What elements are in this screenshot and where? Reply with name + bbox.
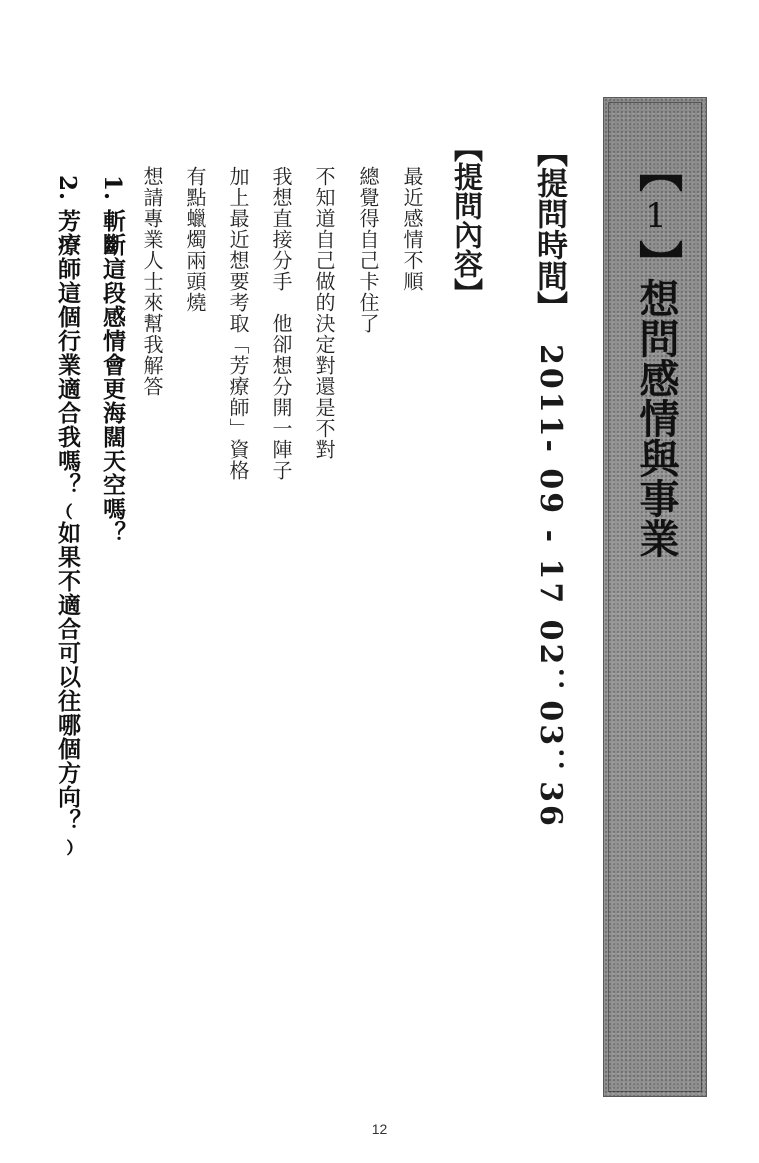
chapter-title: 想問感情與事業 <box>633 278 679 558</box>
chapter-banner <box>603 97 707 1097</box>
content-line: 不知道自己做的決定對還是不對 <box>312 166 336 460</box>
content-line: 想請專業人士來幫我解答 <box>140 166 164 397</box>
chapter-number: 1 <box>645 196 667 236</box>
content-line: 我想直接分手 他卻想分開一陣子 <box>269 166 293 481</box>
content-line: 最近感情不順 <box>400 166 424 292</box>
question-number: 1. <box>99 175 126 202</box>
page-number: 12 <box>371 1121 388 1137</box>
question-time-value: 2011- 09 - 17 02：03：36 <box>533 344 568 829</box>
question-text: 芳療師這個行業適合我嗎？﹙如果不適合可以往哪個方向？﹚ <box>54 209 80 858</box>
chapter-bracket-open: 【 <box>631 148 682 192</box>
question-content-label: 【提問內容】 <box>450 133 484 307</box>
chapter-number-group <box>631 148 681 284</box>
content-line: 加上最近想要考取「芳療師」資格 <box>226 166 250 481</box>
question-item <box>96 175 128 545</box>
question-number: 2. <box>54 175 81 202</box>
chapter-bracket-close: 】 <box>631 240 682 284</box>
question-time-label: 【提問時間】 <box>531 136 567 322</box>
question-item <box>51 175 83 857</box>
content-line: 總覺得自己卡住了 <box>356 166 380 334</box>
question-text: 斬斷這段感情會更海闊天空嗎？ <box>99 209 125 546</box>
content-line: 有點蠟燭兩頭燒 <box>183 166 207 313</box>
